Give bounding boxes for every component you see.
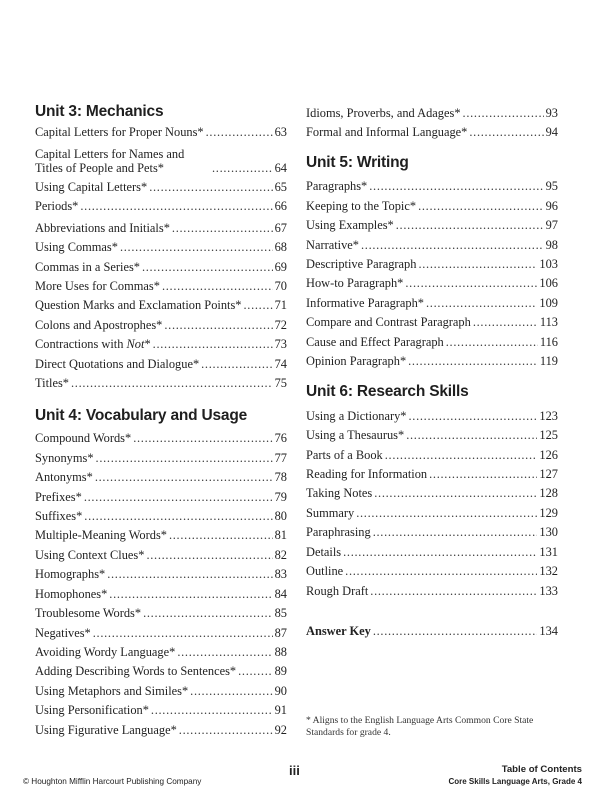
toc-entry: Reading for Information . . . 127: [306, 467, 558, 481]
toc-entry: Compound Words* . . . 76: [35, 431, 287, 445]
toc-entry: Negatives* . . . 87: [35, 626, 287, 640]
toc-entry: Using a Dictionary* . . . 123: [306, 409, 558, 423]
toc-entry: Avoiding Wordy Language* . . . 88: [35, 645, 287, 659]
contractions-not: Not: [126, 337, 145, 351]
toc-entry: Prefixes* . . . 79: [35, 490, 287, 504]
toc-entry: Keeping to the Topic* . . . 96: [306, 199, 558, 213]
toc-entry: Capital Letters for Names and Titles of People and Pets* . . . 64: [35, 147, 287, 175]
footer-titles: [448, 764, 582, 786]
toc-entry: Paraphrasing . . . 130: [306, 525, 558, 539]
toc-entry: Titles* . . . 75: [35, 376, 287, 390]
toc-entry: How-to Paragraph* . . . 106: [306, 276, 558, 290]
toc-entry: Summary . . . 129: [306, 506, 558, 520]
toc-entry: Compare and Contrast Paragraph . . . 113: [306, 315, 558, 329]
toc-entry: Using Figurative Language* . . . 92: [35, 723, 287, 737]
toc-entry: Using Examples* . . . 97: [306, 218, 558, 232]
toc-entry: Informative Paragraph* . . . 109: [306, 296, 558, 310]
toc-entry: Narrative* . . . 98: [306, 238, 558, 252]
toc-entry: More Uses for Commas* . . . 70: [35, 279, 287, 293]
toc-entry: Abbreviations and Initials* . . . 67: [35, 221, 287, 235]
copyright-footer: © Houghton Mifflin Harcourt Publishing Company: [23, 777, 202, 786]
toc-entry: Idioms, Proverbs, and Adages* . . . 93: [306, 106, 558, 120]
toc-entry: Details . . . 131: [306, 545, 558, 559]
footer-section-title: Table of Contents: [501, 764, 582, 775]
page-number: iii: [289, 763, 300, 778]
toc-entry: Colons and Apostrophes* . . . 72: [35, 318, 287, 332]
toc-entry: Using a Thesaurus* . . . 125: [306, 428, 558, 442]
toc-entry: Using Context Clues* . . . 82: [35, 548, 287, 562]
unit5-heading: Unit 5: Writing: [306, 154, 409, 171]
unit3-heading: Unit 3: Mechanics: [35, 103, 164, 120]
toc-entry: Multiple-Meaning Words* . . . 81: [35, 528, 287, 542]
toc-entry: Capital Letters for Proper Nouns* . . . 63: [35, 125, 287, 139]
toc-entry: Contractions with Not* . . . 73: [35, 337, 287, 351]
toc-entry: Antonyms* . . . 78: [35, 470, 287, 484]
toc-entry: Using Capital Letters* . . . 65: [35, 180, 287, 194]
toc-entry: Troublesome Words* . . . 85: [35, 606, 287, 620]
toc-entry: Using Metaphors and Similes* . . . 90: [35, 684, 287, 698]
toc-entry: Taking Notes . . . 128: [306, 486, 558, 500]
toc-entry: Synonyms* . . . 77: [35, 451, 287, 465]
toc-entry: Adding Describing Words to Sentences* . . . 89: [35, 664, 287, 678]
contractions-prefix: Contractions with: [35, 337, 127, 351]
toc-entry-answer-key: Answer Key . . . 134: [306, 624, 558, 638]
toc-entry: Parts of a Book . . . 126: [306, 448, 558, 462]
toc-entry: Formal and Informal Language* . . . 94: [306, 125, 558, 139]
toc-entry: Question Marks and Exclamation Points* . . . 71: [35, 298, 287, 312]
footnote: * Aligns to the English Language Arts Common Core State Standards for grade 4.: [306, 715, 534, 738]
toc-entry: Rough Draft . . . 133: [306, 584, 558, 598]
toc-entry: Opinion Paragraph* . . . 119: [306, 354, 558, 368]
toc-entry: Periods* . . . 66: [35, 199, 287, 213]
toc-entry: Cause and Effect Paragraph . . . 116: [306, 335, 558, 349]
toc-entry: Using Personification* . . . 91: [35, 703, 287, 717]
unit4-heading: Unit 4: Vocabulary and Usage: [35, 407, 248, 424]
toc-entry: Direct Quotations and Dialogue* . . . 74: [35, 357, 287, 371]
toc-entry: Suffixes* . . . 80: [35, 509, 287, 523]
toc-entry: Descriptive Paragraph . . . 103: [306, 257, 558, 271]
toc-entry: Outline . . . 132: [306, 564, 558, 578]
toc-entry: Commas in a Series* . . . 69: [35, 260, 287, 274]
toc-entry: Homophones* . . . 84: [35, 587, 287, 601]
unit6-heading: Unit 6: Research Skills: [306, 383, 469, 400]
toc-entry: Using Commas* . . . 68: [35, 240, 287, 254]
toc-entry: Paragraphs* . . . 95: [306, 179, 558, 193]
toc-entry: Homographs* . . . 83: [35, 567, 287, 581]
footer-book-title: Core Skills Language Arts, Grade 4: [448, 777, 582, 786]
